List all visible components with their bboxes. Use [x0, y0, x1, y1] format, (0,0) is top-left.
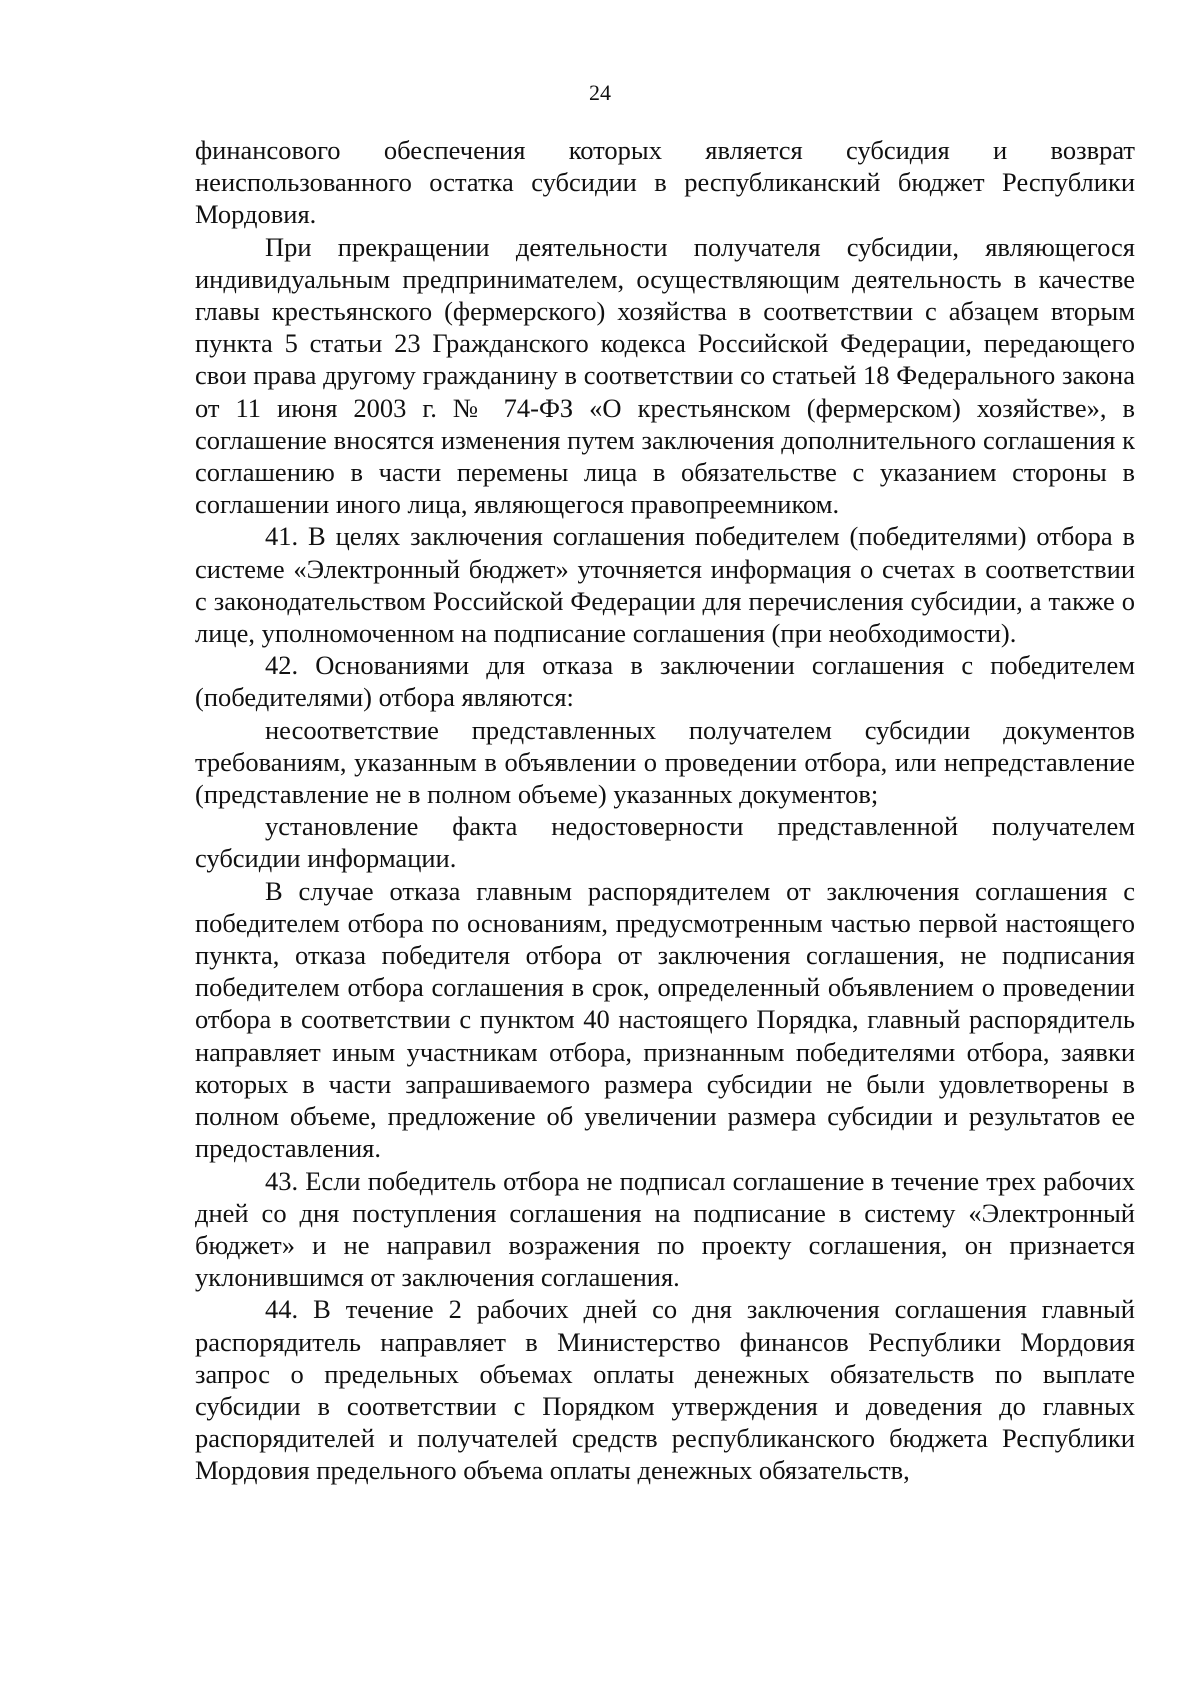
paragraph: При прекращении деятельности получателя субсидии, являющегося индивидуальным предпринимателем, осуществляющим деятельность в качестве главы крестьянского (фермерского) хозяйства в соответствии с абзацем вторым пункта 5 статьи 23 Гражданского кодекса Российской Федерации, передающего свои права другому гражданину в соответствии со статьей 18 Федерального закона от 11 июня 2003 г. № 74-ФЗ «О крестьянском (фермерском) хозяйстве», в соглашение вносятся изменения путем заключения дополнительного соглашения к соглашению в части перемены лица в обязательстве с указанием стороны в соглашении иного лица, являющегося правопреемником. — [195, 231, 1135, 520]
paragraph: несоответствие представленных получателем субсидии документов требованиям, указанным в объявлении о проведении отбора, или непредставление (представление не в полном объеме) указанных документов; — [195, 714, 1135, 810]
paragraph: финансового обеспечения которых является субсидия и возврат неиспользованного остатка субсидии в республиканский бюджет Республики Мордовия. — [195, 135, 1135, 230]
paragraph: В случае отказа главным распорядителем от заключения соглашения с победителем отбора по основаниям, предусмотренным частью первой настоящего пункта, отказа победителя отбора от заключения соглашения, не подписания победителем отбора соглашения в срок, определенный объявлением о проведении отбора в соответствии с пунктом 40 настоящего Порядка, главный распорядитель направляет иным участникам отбора, признанным победителями отбора, заявки которых в части запрашиваемого размера субсидии не были удовлетворены в полном объеме, предложение об увеличении размера субсидии и результатов ее предоставления. — [195, 875, 1135, 1164]
paragraph: 41. В целях заключения соглашения победителем (победителями) отбора в системе «Электронный бюджет» уточняется информация о счетах в соответствии с законодательством Российской Федерации для перечисления субсидии, а также о лице, уполномоченном на подписание соглашения (при необходимости). — [195, 521, 1135, 649]
paragraph: установление факта недостоверности представленной получателем субсидии информации. — [195, 811, 1135, 874]
paragraph: 43. Если победитель отбора не подписал соглашение в течение трех рабочих дней со дня поступления соглашения на подписание в систему «Электронный бюджет» и не направил возражения по проекту соглашения, он признается уклонившимся от заключения соглашения. — [195, 1165, 1135, 1293]
paragraph: 44. В течение 2 рабочих дней со дня заключения соглашения главный распорядитель направляет в Министерство финансов Республики Мордовия запрос о предельных объемах оплаты денежных обязательств по выплате субсидии в соответствии с Порядком утверждения и доведения до главных распорядителей и получателей средств республиканского бюджета Республики Мордовия предельного объема оплаты денежных обязательств, — [195, 1294, 1135, 1486]
page-number: 24 — [589, 80, 611, 105]
paragraph: 42. Основаниями для отказа в заключении соглашения с победителем (победителями) отбора являются: — [195, 650, 1135, 713]
document-body — [195, 134, 1135, 1487]
